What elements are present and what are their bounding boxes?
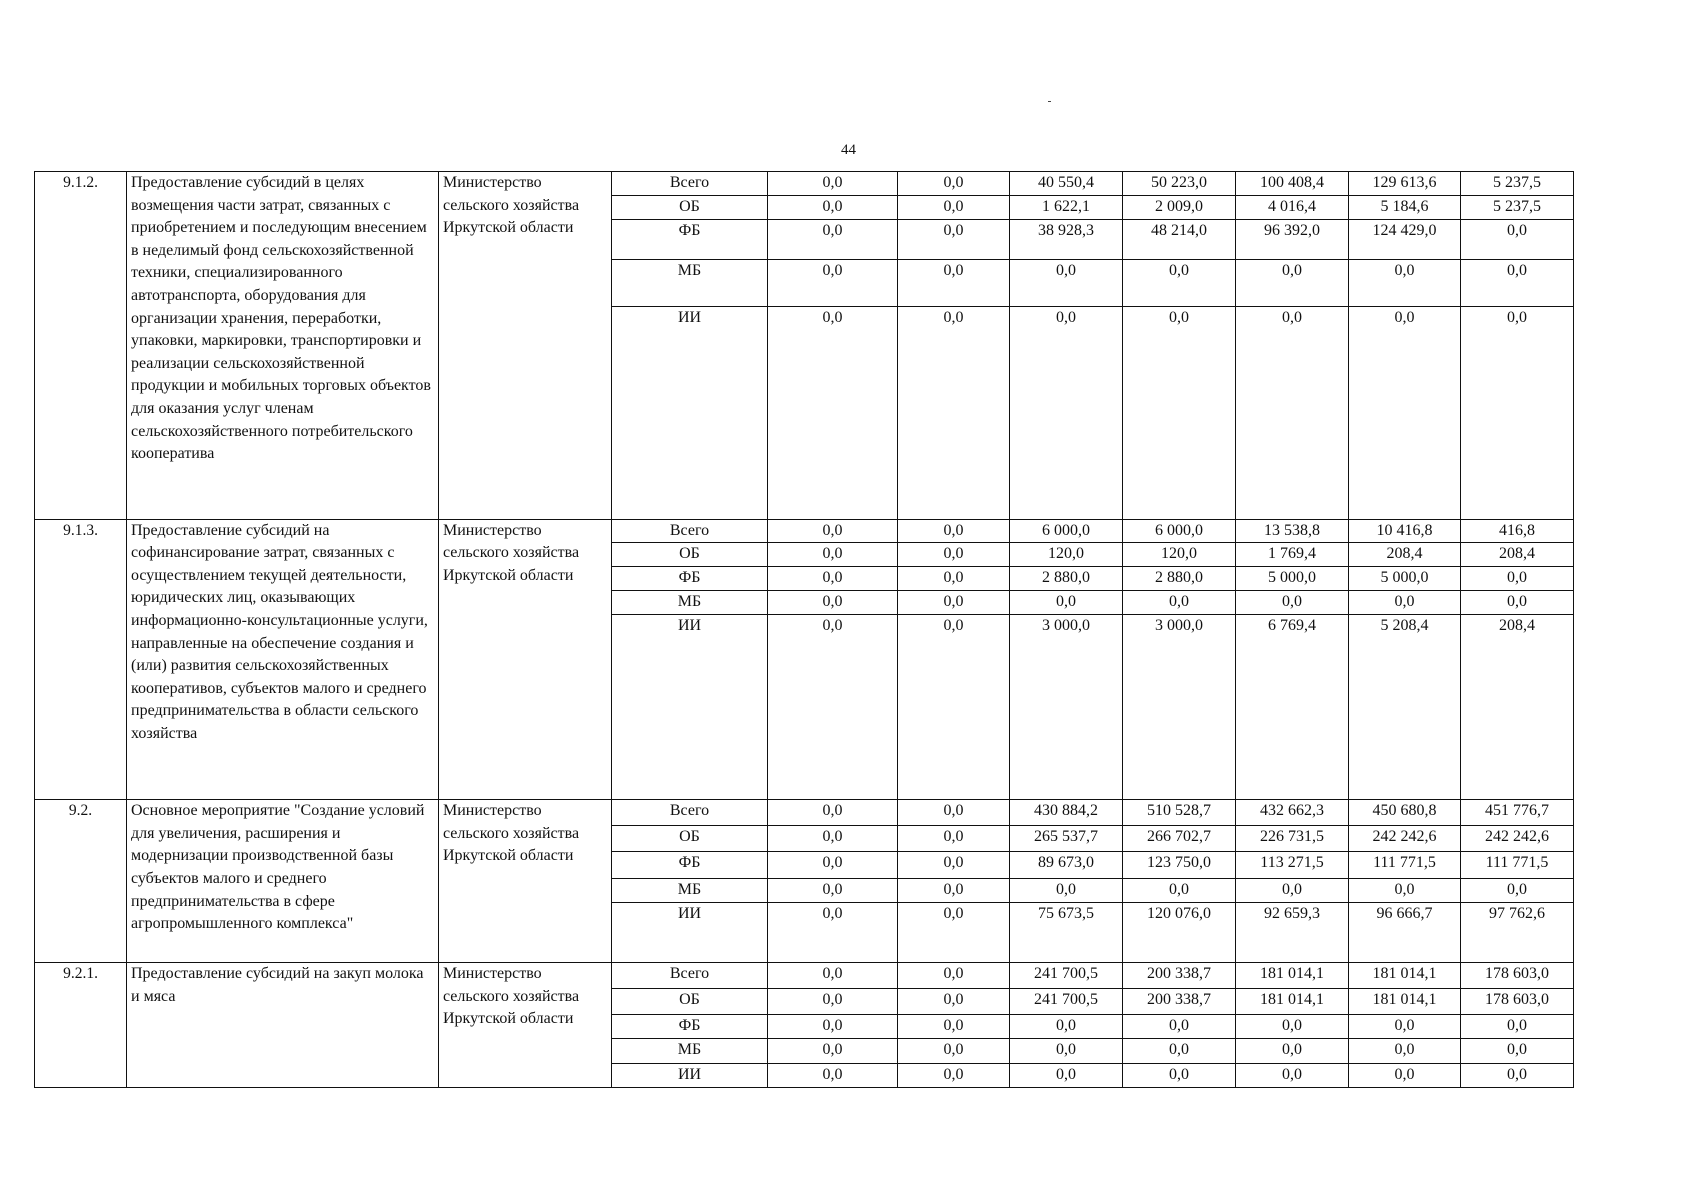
amount-cell: 0,0 [1461,591,1574,615]
amount-cell: 0,0 [1123,1015,1236,1039]
amount-cell: 0,0 [1461,1064,1574,1088]
amount-cell: 120 076,0 [1123,903,1236,963]
funding-source: Всего [612,963,768,989]
amount-cell: 0,0 [1010,259,1123,306]
funding-source: МБ [612,1039,768,1064]
funding-source: ИИ [612,1064,768,1088]
amount-cell: 0,0 [768,852,898,879]
funding-source: ИИ [612,306,768,519]
amount-cell: 120,0 [1010,543,1123,567]
amount-cell: 0,0 [1123,591,1236,615]
amount-cell: 5 000,0 [1236,567,1349,591]
amount-cell: 92 659,3 [1236,903,1349,963]
amount-cell: 241 700,5 [1010,989,1123,1015]
amount-cell: 181 014,1 [1236,989,1349,1015]
amount-cell: 200 338,7 [1123,963,1236,989]
amount-cell: 181 014,1 [1349,963,1461,989]
amount-cell: 0,0 [1349,879,1461,903]
amount-cell: 75 673,5 [1010,903,1123,963]
amount-cell: 6 769,4 [1236,615,1349,800]
funding-source: МБ [612,259,768,306]
amount-cell: 0,0 [1010,1064,1123,1088]
amount-cell: 450 680,8 [1349,800,1461,826]
amount-cell: 0,0 [1010,306,1123,519]
amount-cell: 111 771,5 [1461,852,1574,879]
amount-cell: 0,0 [898,1015,1010,1039]
amount-cell: 266 702,7 [1123,826,1236,852]
amount-cell: 0,0 [768,259,898,306]
amount-cell: 5 237,5 [1461,196,1574,220]
amount-cell: 124 429,0 [1349,219,1461,259]
amount-cell: 0,0 [898,591,1010,615]
executor-name: Министерство сельского хозяйства Иркутской области [439,800,612,963]
amount-cell: 38 928,3 [1010,219,1123,259]
page-number: 44 [841,142,856,158]
activity-name: Предоставление субсидий на закуп молока и мяса [127,963,439,1088]
amount-cell: 2 009,0 [1123,196,1236,220]
funding-source: МБ [612,591,768,615]
activity-name: Предоставление субсидий на софинансирование затрат, связанных с осуществлением текущей деятельности, юридических лиц, оказывающих информационно-консультационные услуги, направленные на обеспечение создания и (или) развития сельскохозяйственных кооперативов, субъектов малого и среднего предпринимательства в области сельского хозяйства [127,519,439,800]
funding-source: МБ [612,879,768,903]
executor-name: Министерство сельского хозяйства Иркутской области [439,172,612,520]
amount-cell: 0,0 [898,989,1010,1015]
amount-cell: 0,0 [1236,1039,1349,1064]
funding-source: Всего [612,172,768,196]
table-row [35,519,1574,543]
funding-source: ОБ [612,989,768,1015]
amount-cell: 50 223,0 [1123,172,1236,196]
amount-cell: 208,4 [1461,543,1574,567]
amount-cell: 0,0 [1461,1039,1574,1064]
amount-cell: 0,0 [1461,1015,1574,1039]
amount-cell: 0,0 [898,306,1010,519]
scan-speck [1048,101,1051,102]
amount-cell: 100 408,4 [1236,172,1349,196]
amount-cell: 2 880,0 [1123,567,1236,591]
funding-source: ФБ [612,852,768,879]
amount-cell: 0,0 [898,519,1010,543]
amount-cell: 208,4 [1461,615,1574,800]
table-row [35,800,1574,826]
amount-cell: 200 338,7 [1123,989,1236,1015]
amount-cell: 0,0 [898,196,1010,220]
amount-cell: 0,0 [898,219,1010,259]
activity-number: 9.2.1. [35,963,127,1088]
amount-cell: 0,0 [768,172,898,196]
amount-cell: 0,0 [768,519,898,543]
amount-cell: 0,0 [898,1039,1010,1064]
amount-cell: 1 769,4 [1236,543,1349,567]
amount-cell: 0,0 [1349,259,1461,306]
amount-cell: 0,0 [768,219,898,259]
amount-cell: 0,0 [898,852,1010,879]
amount-cell: 178 603,0 [1461,963,1574,989]
executor-name: Министерство сельского хозяйства Иркутской области [439,519,612,800]
amount-cell: 0,0 [1349,591,1461,615]
amount-cell: 6 000,0 [1010,519,1123,543]
amount-cell: 0,0 [768,1039,898,1064]
amount-cell: 0,0 [1123,879,1236,903]
amount-cell: 3 000,0 [1123,615,1236,800]
amount-cell: 0,0 [1236,879,1349,903]
amount-cell: 226 731,5 [1236,826,1349,852]
amount-cell: 0,0 [898,615,1010,800]
amount-cell: 181 014,1 [1349,989,1461,1015]
amount-cell: 242 242,6 [1349,826,1461,852]
amount-cell: 5 208,4 [1349,615,1461,800]
amount-cell: 0,0 [898,963,1010,989]
amount-cell: 0,0 [898,567,1010,591]
amount-cell: 0,0 [768,903,898,963]
funding-source: ФБ [612,567,768,591]
amount-cell: 0,0 [1236,1064,1349,1088]
amount-cell: 10 416,8 [1349,519,1461,543]
table-body [35,172,1574,1088]
table-row [35,963,1574,989]
funding-source: Всего [612,519,768,543]
amount-cell: 3 000,0 [1010,615,1123,800]
amount-cell: 2 880,0 [1010,567,1123,591]
amount-cell: 0,0 [1123,1039,1236,1064]
funding-source: ФБ [612,219,768,259]
amount-cell: 0,0 [768,989,898,1015]
amount-cell: 89 673,0 [1010,852,1123,879]
amount-cell: 0,0 [1010,591,1123,615]
amount-cell: 0,0 [768,543,898,567]
amount-cell: 0,0 [1010,1015,1123,1039]
amount-cell: 241 700,5 [1010,963,1123,989]
amount-cell: 97 762,6 [1461,903,1574,963]
amount-cell: 0,0 [1010,1039,1123,1064]
amount-cell: 0,0 [898,879,1010,903]
funding-source: ИИ [612,903,768,963]
amount-cell: 0,0 [768,826,898,852]
amount-cell: 0,0 [898,543,1010,567]
amount-cell: 0,0 [768,1064,898,1088]
activity-name: Основное мероприятие "Создание условий для увеличения, расширения и модернизации производственной базы субъектов малого и среднего предпринимательства в сфере агропромышленного комплекса" [127,800,439,963]
amount-cell: 0,0 [768,615,898,800]
amount-cell: 451 776,7 [1461,800,1574,826]
table-row [35,172,1574,196]
amount-cell: 0,0 [1123,306,1236,519]
amount-cell: 0,0 [1349,1039,1461,1064]
funding-source: ИИ [612,615,768,800]
amount-cell: 111 771,5 [1349,852,1461,879]
amount-cell: 0,0 [1236,306,1349,519]
amount-cell: 0,0 [1461,219,1574,259]
amount-cell: 0,0 [1461,879,1574,903]
amount-cell: 510 528,7 [1123,800,1236,826]
amount-cell: 0,0 [1349,1064,1461,1088]
amount-cell: 0,0 [768,591,898,615]
funding-source: Всего [612,800,768,826]
executor-name: Министерство сельского хозяйства Иркутской области [439,963,612,1088]
amount-cell: 113 271,5 [1236,852,1349,879]
amount-cell: 129 613,6 [1349,172,1461,196]
amount-cell: 0,0 [898,172,1010,196]
amount-cell: 0,0 [1236,1015,1349,1039]
activity-number: 9.1.3. [35,519,127,800]
amount-cell: 5 237,5 [1461,172,1574,196]
amount-cell: 0,0 [1461,306,1574,519]
amount-cell: 123 750,0 [1123,852,1236,879]
amount-cell: 5 000,0 [1349,567,1461,591]
amount-cell: 0,0 [1236,591,1349,615]
amount-cell: 0,0 [1461,567,1574,591]
amount-cell: 0,0 [1123,1064,1236,1088]
amount-cell: 0,0 [898,826,1010,852]
amount-cell: 0,0 [1349,306,1461,519]
amount-cell: 0,0 [768,306,898,519]
amount-cell: 0,0 [1123,259,1236,306]
amount-cell: 0,0 [1236,259,1349,306]
amount-cell: 120,0 [1123,543,1236,567]
amount-cell: 96 392,0 [1236,219,1349,259]
amount-cell: 0,0 [898,800,1010,826]
amount-cell: 0,0 [768,1015,898,1039]
activity-number: 9.2. [35,800,127,963]
amount-cell: 0,0 [768,800,898,826]
amount-cell: 48 214,0 [1123,219,1236,259]
funding-source: ОБ [612,196,768,220]
amount-cell: 1 622,1 [1010,196,1123,220]
amount-cell: 96 666,7 [1349,903,1461,963]
funding-source: ОБ [612,543,768,567]
funding-source: ФБ [612,1015,768,1039]
amount-cell: 430 884,2 [1010,800,1123,826]
amount-cell: 416,8 [1461,519,1574,543]
activity-name: Предоставление субсидий в целях возмещения части затрат, связанных с приобретением и последующим внесением в неделимый фонд сельскохозяйственной техники, специализированного автотранспорта, оборудования для организации хранения, переработки, упаковки, маркировки, транспортировки и реализации сельскохозяйственной продукции и мобильных торговых объектов для оказания услуг членам сельскохозяйственного потребительского кооператива [127,172,439,520]
amount-cell: 181 014,1 [1236,963,1349,989]
amount-cell: 178 603,0 [1461,989,1574,1015]
amount-cell: 0,0 [898,259,1010,306]
amount-cell: 4 016,4 [1236,196,1349,220]
amount-cell: 242 242,6 [1461,826,1574,852]
amount-cell: 0,0 [768,963,898,989]
amount-cell: 13 538,8 [1236,519,1349,543]
amount-cell: 0,0 [768,196,898,220]
amount-cell: 5 184,6 [1349,196,1461,220]
activity-number: 9.1.2. [35,172,127,520]
amount-cell: 265 537,7 [1010,826,1123,852]
amount-cell: 6 000,0 [1123,519,1236,543]
amount-cell: 40 550,4 [1010,172,1123,196]
amount-cell: 0,0 [1010,879,1123,903]
amount-cell: 208,4 [1349,543,1461,567]
budget-table [34,171,1574,1088]
amount-cell: 0,0 [898,1064,1010,1088]
amount-cell: 0,0 [1349,1015,1461,1039]
amount-cell: 0,0 [768,879,898,903]
amount-cell: 0,0 [1461,259,1574,306]
amount-cell: 0,0 [768,567,898,591]
amount-cell: 0,0 [898,903,1010,963]
funding-source: ОБ [612,826,768,852]
amount-cell: 432 662,3 [1236,800,1349,826]
